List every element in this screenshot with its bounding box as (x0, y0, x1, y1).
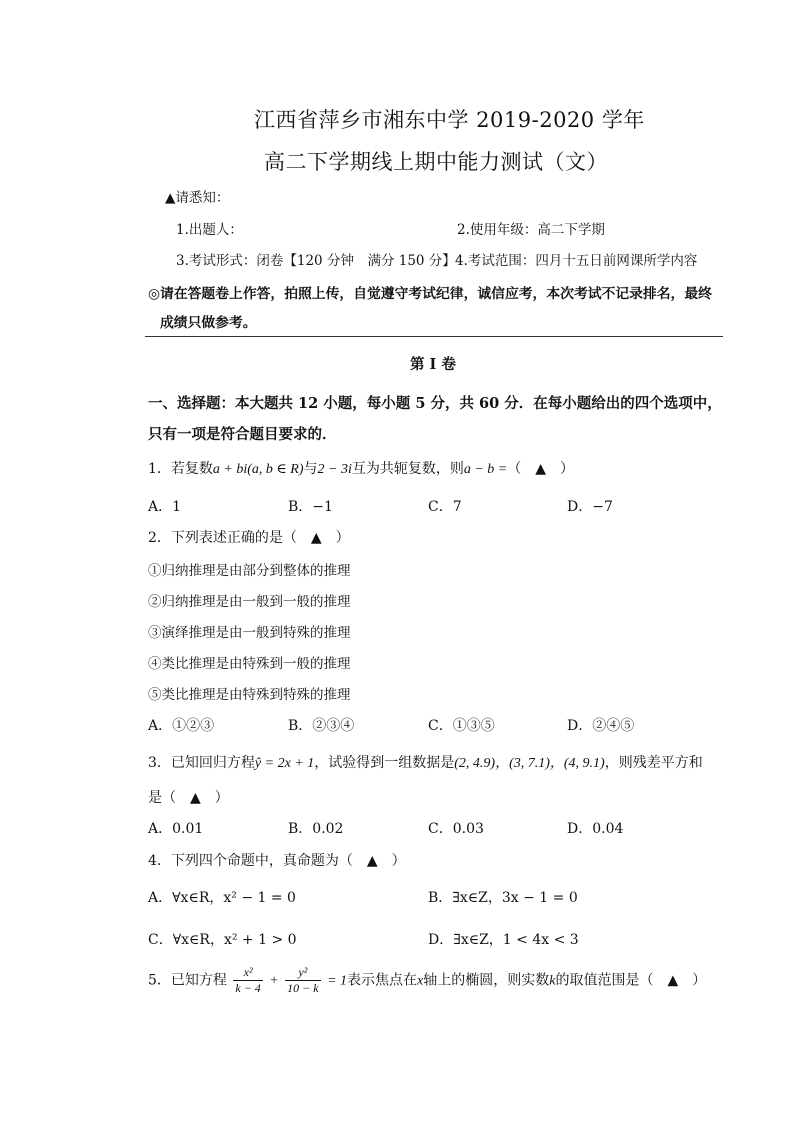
question-3-option-b[interactable]: B．0.02 (288, 821, 344, 837)
question-4-stem: 4．下列四个命题中，真命题为（ ▲ ） (148, 853, 406, 869)
question-2-item-3: ③演绎推理是由一般到特殊的推理 (148, 625, 351, 641)
question-3-stem-line2: 是（ ▲ ） (148, 790, 229, 806)
page-title: 江西省萍乡市湘东中学 2019-2020 学年 (254, 108, 645, 132)
question-2-item-5: ⑤类比推理是由特殊到特殊的推理 (148, 687, 351, 703)
divider (145, 336, 723, 337)
question-4-option-c[interactable]: C．∀x∈R，x² + 1 > 0 (148, 932, 297, 948)
question-2-option-d[interactable]: D．②④⑤ (567, 718, 635, 734)
question-4-option-a[interactable]: A．∀x∈R，x² − 1 = 0 (148, 890, 296, 906)
volume-label: 第 I 卷 (410, 356, 456, 373)
question-3-option-c[interactable]: C．0.03 (428, 821, 484, 837)
fraction-x: $\frac{\text{x²}}{k - 4}$ (235, 965, 261, 995)
question-1-option-d[interactable]: D．−7 (567, 499, 613, 515)
question-1-option-a[interactable]: A．1 (148, 499, 182, 515)
fraction-y: $\frac{\text{y²}}{10 - k}$ (287, 965, 319, 995)
notice-grade: 2.使用年级：高二下学期 (457, 222, 605, 238)
question-1-option-b[interactable]: B．−1 (288, 499, 333, 515)
notice-format: 3.考试形式：闭卷【120 分钟 满分 150 分】 (176, 253, 456, 269)
question-3-option-d[interactable]: D．0.04 (567, 821, 624, 837)
question-4-option-b[interactable]: B．∃x∈Z，3x − 1 = 0 (428, 890, 578, 906)
question-3-option-a[interactable]: A．0.01 (148, 821, 204, 837)
question-2-item-2: ②归纳推理是由一般到一般的推理 (148, 594, 351, 610)
question-1-stem: 1．若复数a + bi(a, b ∈ R)与2 − 3i互为共轭复数，则a − b =（ ▲ ） (148, 461, 575, 477)
question-1-option-c[interactable]: C．7 (428, 499, 462, 515)
question-3-stem: 3．已知回归方程ŷ = 2x + 1，试验得到一组数据是(2, 4.9)，(3, 7.1)，(4, 9.1)，则残差平方和 (148, 755, 703, 771)
question-5-stem: 5．已知方程 $\frac{\text{x²}}{k - 4}$ + $\frac{\text{y²}}{10 - k}$ = 1表示焦点在x轴上的椭圆，则实数k的取值范围是（ ▲ ） (148, 965, 707, 995)
question-4-option-d[interactable]: D．∃x∈Z，1 < 4x < 3 (428, 932, 579, 948)
question-2-option-b[interactable]: B．②③④ (288, 718, 355, 734)
question-2-option-c[interactable]: C．①③⑤ (428, 718, 495, 734)
question-2-stem: 2．下列表述正确的是（ ▲ ） (148, 530, 350, 546)
question-2-item-1: ①归纳推理是由部分到整体的推理 (148, 563, 351, 579)
section-heading-line2: 只有一项是符合题目要求的． (148, 426, 337, 443)
question-2-option-a[interactable]: A．①②③ (148, 718, 215, 734)
notice-warning-line1: ◎请在答题卷上作答，拍照上传，自觉遵守考试纪律，诚信应考，本次考试不记录排名，最终 (148, 286, 712, 302)
question-2-item-4: ④类比推理是由特殊到一般的推理 (148, 656, 351, 672)
section-heading-line1: 一、选择题：本大题共 12 小题，每小题 5 分，共 60 分．在每小题给出的四个选项中， (148, 395, 722, 412)
notice-setter: 1.出题人： (176, 222, 243, 238)
notice-heading: ▲请悉知： (165, 190, 230, 206)
page-subtitle: 高二下学期线上期中能力测试（文） (264, 150, 608, 174)
notice-warning-line2: 成绩只做参考。 (160, 315, 257, 331)
notice-scope: 4.考试范围：四月十五日前网课所学内容 (455, 253, 698, 269)
